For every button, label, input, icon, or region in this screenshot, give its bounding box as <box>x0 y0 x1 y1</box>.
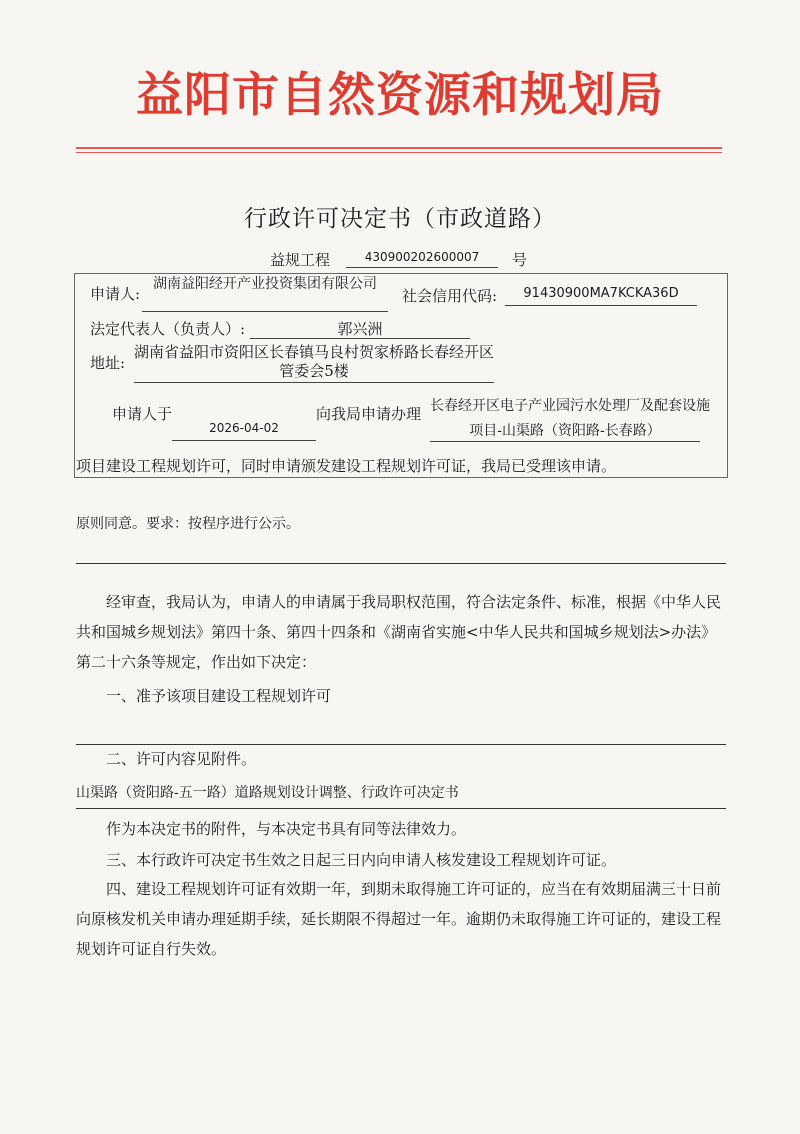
ref-number: 430900202600007 <box>364 250 480 264</box>
apply-date: 2026-04-02 <box>209 421 279 435</box>
address-label: 地址: <box>90 354 126 372</box>
apply-mid: 向我局申请办理 <box>316 405 422 423</box>
accept-statement: 项目建设工程规划许可，同时申请颁发建设工程规划许可证，我局已受理该申请。 <box>76 457 617 475</box>
ref-prefix: 益规工程 <box>270 251 331 269</box>
legal-rep-value: 郭兴洲 <box>337 320 383 338</box>
decision-item-1: 一、准予该项目建设工程规划许可 <box>106 687 332 705</box>
project-name-line1: 长春经开区电子产业园污水处理厂及配套设施 <box>430 398 710 414</box>
applicant-name: 湖南益阳经开产业投资集团有限公司 <box>153 276 377 292</box>
attachment-name: 山渠路（资阳路-五一路）道路规划设计调整、行政许可决定书 <box>76 785 459 801</box>
ref-suffix: 号 <box>512 251 528 269</box>
red-rule-bottom <box>76 152 722 153</box>
item1-rule <box>76 744 726 745</box>
applicant-label: 申请人: <box>90 285 141 303</box>
address-value: 湖南省益阳市资阳区长春镇马良村贺家桥路长春经开区管委会5楼 <box>134 343 495 380</box>
apply-prefix: 申请人于 <box>112 405 173 423</box>
decision-item-4: 四、建设工程规划许可证有效期一年，到期未取得施工许可证的，应当在有效期届满三十日前向原核发机关申请办理延期手续，延长期限不得超过一年。逾期仍未取得施工许可证的，建设工程规划许可证自行失效。 <box>76 880 722 958</box>
ref-underline <box>346 267 498 268</box>
legal-rep-label: 法定代表人（负责人）: <box>90 320 246 338</box>
opinion-rule <box>76 563 726 564</box>
applicant-name-underline <box>142 311 388 312</box>
agency-title: 益阳市自然资源和规划局 <box>136 68 664 123</box>
project-name-underline <box>430 441 700 442</box>
apply-date-underline <box>172 440 316 441</box>
project-name-line2: 项目-山渠路（资阳路-长春路） <box>469 423 661 439</box>
attachment-rule <box>76 808 726 809</box>
address-underline <box>134 382 494 383</box>
review-paragraph: 经审查，我局认为，申请人的申请属于我局职权范围，符合法定条件、标准，根据《中华人民共和国城乡规划法》第四十条、第四十四条和《湖南省实施<中华人民共和国城乡规划法>办法》第二十六条等规定，作出如下决定： <box>76 593 722 671</box>
approval-opinion: 原则同意。要求：按程序进行公示。 <box>76 516 300 532</box>
credit-code-label: 社会信用代码: <box>402 287 498 305</box>
decision-item-3: 三、本行政许可决定书生效之日起三日内向申请人核发建设工程规划许可证。 <box>106 851 617 869</box>
credit-code-underline <box>505 305 697 306</box>
document-title: 行政许可决定书（市政道路） <box>244 206 556 232</box>
decision-item-2: 二、许可内容见附件。 <box>106 750 257 768</box>
attachment-note: 作为本决定书的附件，与本决定书具有同等法律效力。 <box>106 820 467 838</box>
credit-code-value: 91430900MA7KCKA36D <box>523 286 679 301</box>
legal-rep-underline <box>250 338 470 339</box>
red-rule-top <box>76 147 722 149</box>
